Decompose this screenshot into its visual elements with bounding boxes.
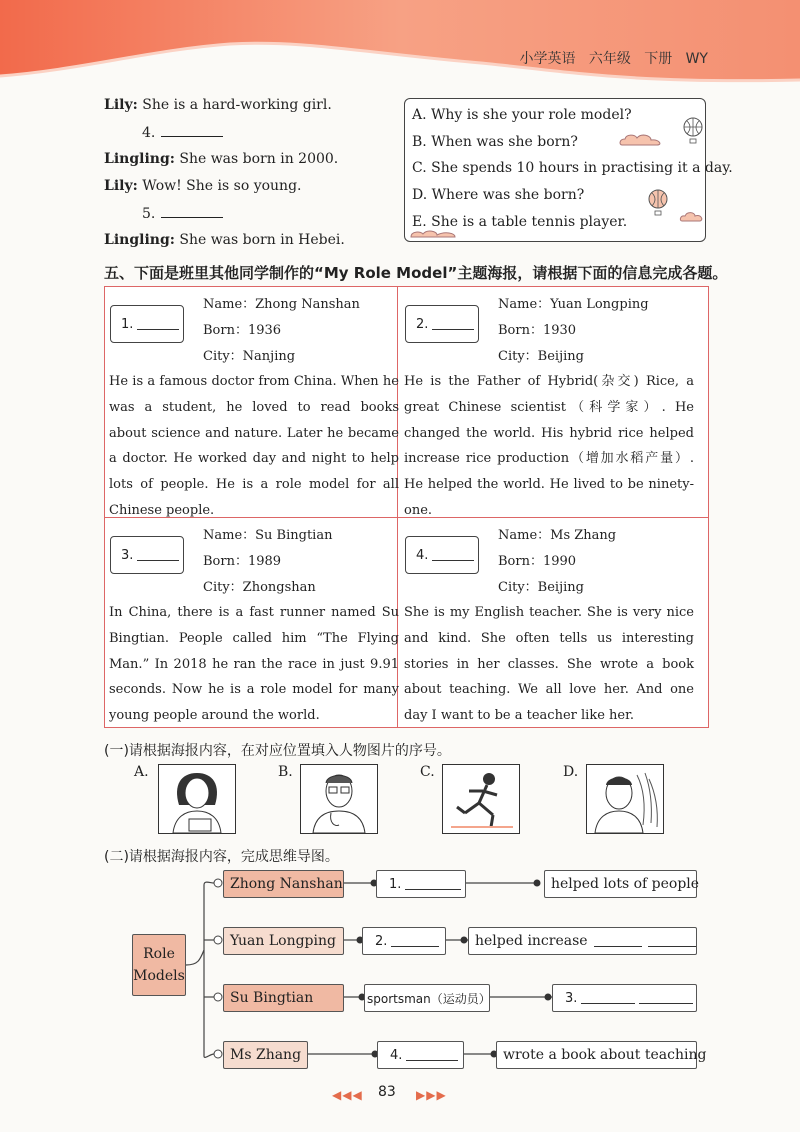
number: 1. [121, 316, 134, 332]
picture-number-box-3[interactable] [110, 536, 184, 574]
blank-number: 4. [142, 125, 156, 141]
small-cloud-icon [679, 209, 705, 223]
person-description: He is a famous doctor from China. When he was a student, he loved to read books about science and nature. Later he became a doctor. He worked day and night to help lots of people. He is a role model for all Chinese people. [109, 374, 399, 517]
prev-page-arrows[interactable]: ◀◀◀ [332, 1088, 363, 1102]
mind-map-root [132, 934, 186, 996]
speaker: Lily [104, 178, 133, 194]
picture-number-box-4[interactable] [405, 536, 479, 574]
cloud-icon [617, 131, 667, 149]
option-a: A. Why is she your role model? [412, 107, 632, 123]
picture-number-box-1[interactable] [110, 305, 184, 343]
person-name: Name：Su Bingtian [203, 528, 333, 543]
poster-cell-3 [105, 518, 400, 727]
header-book: 小学英语 [519, 51, 576, 67]
option-e: E. She is a table tennis player. [412, 214, 628, 230]
picture-label-c: C. [420, 764, 435, 780]
mind-map-name-2: Yuan Longping [223, 927, 344, 955]
person-born: Born：1936 [203, 323, 282, 338]
blank-number: 4. [390, 1047, 403, 1063]
poster-cell-1 [105, 287, 400, 517]
mind-map-blank-4[interactable] [377, 1041, 464, 1069]
picture-label-a: A. [134, 764, 149, 780]
mind-map-detail-2[interactable] [468, 927, 697, 955]
picture-label-b: B. [278, 764, 293, 780]
speaker: Lingling [104, 232, 170, 248]
picture-label-d: D. [563, 764, 579, 780]
root-line-2: Models [133, 968, 185, 984]
part1-title: (一)请根据海报内容，在对应位置填入人物图片的序号。 [104, 743, 451, 759]
dialogue-text: She was born in 2000. [179, 151, 339, 167]
person-description: In China, there is a fast runner named Su Bingtian. People called him “The Flying Man.” In 2018 he ran the race in just 9.91 seconds. Now he is a role model for many young people around the world. [109, 605, 399, 724]
picture-c-runner [442, 764, 520, 834]
speaker: Lily [104, 97, 133, 113]
person-name: Name：Yuan Longping [498, 297, 649, 312]
person-city: City：Zhongshan [203, 580, 316, 595]
number: 2. [416, 316, 429, 332]
option-c: C. She spends 10 hours in practising it a day. [412, 160, 733, 176]
header-grade: 六年级 [588, 51, 631, 67]
person-born: Born：1989 [203, 554, 282, 569]
option-d: D. Where was she born? [412, 187, 585, 203]
option-b: B. When was she born? [412, 134, 578, 150]
picture-number-box-2[interactable] [405, 305, 479, 343]
mind-map-name-3: Su Bingtian [223, 984, 344, 1012]
options-box [404, 98, 733, 242]
header-volume: 下册 [644, 51, 673, 67]
poster-cell-2 [400, 287, 695, 517]
picture-a-woman-teacher [158, 764, 236, 834]
person-city: City：Nanjing [203, 349, 296, 364]
header-text [520, 48, 708, 68]
mind-map-blank-3[interactable] [552, 984, 697, 1012]
ground-cloud-icon [409, 225, 469, 239]
detail-text: helped increase [475, 933, 588, 949]
poster-grid [104, 286, 709, 728]
picture-b-doctor [300, 764, 378, 834]
mind-map-detail-3: sportsman（运动员） [364, 984, 490, 1012]
person-description: He is the Father of Hybrid(杂交) Rice, a great Chinese scientist（科学家）. He changed the world. His hybrid rice helped increase rice production（增加水稻产量）. He helped the world. He lived to be ninety-one. [404, 374, 694, 517]
person-born: Born：1930 [498, 323, 577, 338]
dialogue-line-1: Lily: She is a hard-working girl. [104, 97, 332, 113]
blank-number: 3. [565, 990, 578, 1006]
section5-title: 五、下面是班里其他同学制作的“My Role Model”主题海报，请根据下面的信息完成各题。 [104, 264, 728, 282]
number: 4. [416, 547, 429, 563]
speaker: Lingling [104, 151, 170, 167]
root-line-1: Role [143, 946, 175, 962]
dialogue-text: She was born in Hebei. [179, 232, 345, 248]
mind-map-name-1: Zhong Nanshan [223, 870, 344, 898]
dialogue-text: She is a hard-working girl. [142, 97, 332, 113]
dialogue-line-6: Lingling: She was born in Hebei. [104, 232, 345, 248]
mind-map-blank-2[interactable] [362, 927, 446, 955]
blank-5[interactable] [142, 205, 223, 222]
page-number: 83 [378, 1084, 396, 1100]
number: 3. [121, 547, 134, 563]
blank-number: 1. [389, 876, 402, 892]
person-city: City：Beijing [498, 349, 584, 364]
mind-map-name-4: Ms Zhang [223, 1041, 308, 1069]
part2-title: (二)请根据海报内容，完成思维导图。 [104, 849, 339, 865]
mind-map-detail-4: wrote a book about teaching [496, 1041, 697, 1069]
dialogue-text: Wow! She is so young. [142, 178, 302, 194]
person-description: She is my English teacher. She is very nice and kind. She often tells us interesting stories in her classes. She wrote a book about teaching. We all love her. And one day I want to be a teacher like her. [404, 605, 694, 724]
blank-4[interactable] [142, 124, 223, 141]
person-name: Name：Zhong Nanshan [203, 297, 360, 312]
dialogue-line-3: Lingling: She was born in 2000. [104, 151, 339, 167]
person-born: Born：1990 [498, 554, 577, 569]
answer-line[interactable] [161, 124, 223, 137]
person-name: Name：Ms Zhang [498, 528, 617, 543]
mind-map-detail-1: helped lots of people [544, 870, 697, 898]
next-page-arrows[interactable]: ▶▶▶ [416, 1088, 447, 1102]
header-band [0, 0, 800, 90]
hot-air-balloon-icon [681, 117, 705, 145]
answer-line[interactable] [161, 205, 223, 218]
picture-d-scientist-with-rice [586, 764, 664, 834]
mind-map-blank-1[interactable] [376, 870, 466, 898]
person-city: City：Beijing [498, 580, 584, 595]
poster-cell-4 [400, 518, 695, 727]
hot-air-balloon-icon-2 [646, 189, 670, 217]
blank-number: 2. [375, 933, 388, 949]
blank-number: 5. [142, 206, 156, 222]
header-edition: WY [685, 51, 708, 67]
dialogue-line-4: Lily: Wow! She is so young. [104, 178, 302, 194]
